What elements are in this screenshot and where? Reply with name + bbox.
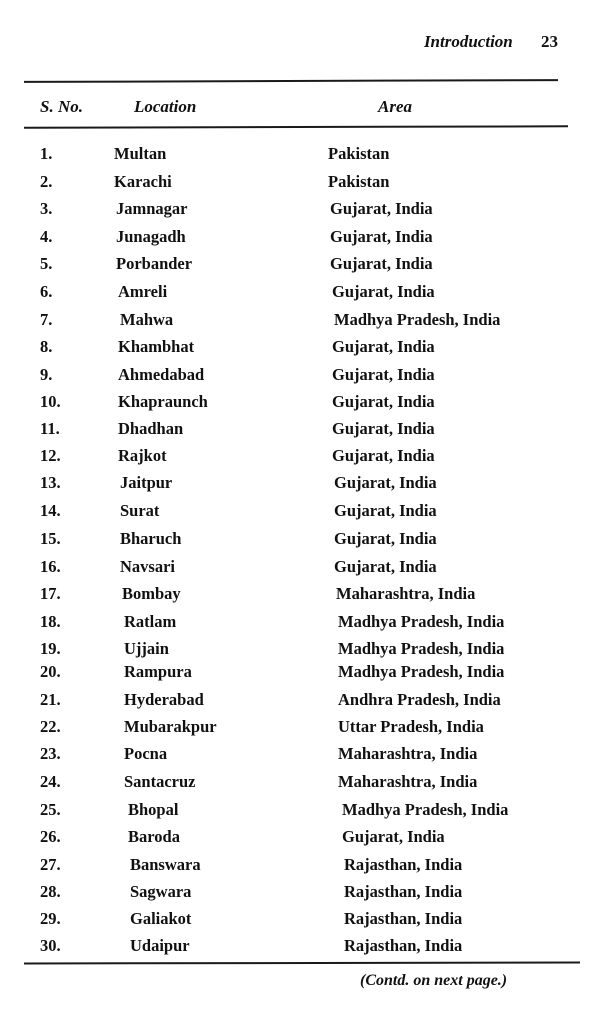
area-cell: Pakistan xyxy=(328,144,390,163)
location-cell: Navsari xyxy=(120,557,175,576)
table-row xyxy=(0,557,600,583)
area-cell: Gujarat, India xyxy=(342,827,445,846)
table-row xyxy=(0,744,600,770)
area-cell: Uttar Pradesh, India xyxy=(338,717,484,736)
location-cell: Jamnagar xyxy=(116,199,188,218)
serial-number: 30. xyxy=(40,936,61,955)
serial-number: 8. xyxy=(40,337,53,356)
location-cell: Surat xyxy=(120,501,160,520)
serial-number: 24. xyxy=(40,772,61,791)
area-cell: Gujarat, India xyxy=(334,473,437,492)
serial-number: 10. xyxy=(40,392,61,411)
location-cell: Ujjain xyxy=(124,639,169,658)
table-row xyxy=(0,772,600,798)
serial-number: 17. xyxy=(40,584,61,603)
location-cell: Khambhat xyxy=(118,337,195,356)
area-cell: Gujarat, India xyxy=(334,501,437,520)
area-cell: Maharashtra, India xyxy=(338,772,478,791)
serial-number: 1. xyxy=(40,144,53,163)
table-row xyxy=(0,827,600,853)
serial-number: 13. xyxy=(40,473,61,492)
location-cell: Udaipur xyxy=(130,936,190,955)
location-cell: Banswara xyxy=(130,855,201,874)
serial-number: 23. xyxy=(40,744,61,763)
serial-number: 27. xyxy=(40,855,61,874)
serial-number: 26. xyxy=(40,827,61,846)
serial-number: 20. xyxy=(40,662,61,681)
table-row xyxy=(0,909,600,935)
serial-number: 6. xyxy=(40,282,53,301)
location-cell: Multan xyxy=(114,144,167,163)
table-row xyxy=(0,855,600,881)
area-cell: Maharashtra, India xyxy=(338,744,478,763)
table-row xyxy=(0,529,600,555)
table-row xyxy=(0,501,600,527)
area-cell: Madhya Pradesh, India xyxy=(338,612,505,631)
area-cell: Gujarat, India xyxy=(332,337,435,356)
table-row xyxy=(0,199,600,225)
table-row xyxy=(0,227,600,253)
serial-number: 9. xyxy=(40,365,53,384)
table-row xyxy=(0,690,600,716)
table-row xyxy=(0,310,600,336)
table-row xyxy=(0,282,600,308)
table-row xyxy=(0,172,600,198)
serial-number: 29. xyxy=(40,909,61,928)
area-cell: Madhya Pradesh, India xyxy=(342,800,509,819)
area-cell: Madhya Pradesh, India xyxy=(338,639,505,658)
table-row xyxy=(0,717,600,743)
location-cell: Galiakot xyxy=(130,909,192,928)
location-cell: Ahmedabad xyxy=(118,365,205,384)
table-row xyxy=(0,419,600,445)
serial-number: 4. xyxy=(40,227,53,246)
area-cell: Pakistan xyxy=(328,172,390,191)
serial-number: 12. xyxy=(40,446,61,465)
table-row xyxy=(0,254,600,280)
serial-number: 11. xyxy=(40,419,60,438)
area-cell: Maharashtra, India xyxy=(336,584,476,603)
table-row xyxy=(0,144,600,170)
continuation-note: (Contd. on next page.) xyxy=(360,972,508,989)
location-cell: Junagadh xyxy=(116,227,186,246)
serial-number: 14. xyxy=(40,501,61,520)
table-row xyxy=(0,392,600,418)
location-cell: Porbander xyxy=(116,254,193,273)
table-row xyxy=(0,612,600,638)
area-cell: Rajasthan, India xyxy=(344,909,463,928)
location-cell: Amreli xyxy=(118,282,168,301)
table-bottom-rule xyxy=(24,962,580,965)
serial-number: 18. xyxy=(40,612,61,631)
location-cell: Pocna xyxy=(124,744,168,763)
area-cell: Madhya Pradesh, India xyxy=(338,662,505,681)
area-cell: Gujarat, India xyxy=(334,557,437,576)
column-header-location: Location xyxy=(134,97,197,116)
location-cell: Mahwa xyxy=(120,310,174,329)
serial-number: 3. xyxy=(40,199,53,218)
area-cell: Gujarat, India xyxy=(332,365,435,384)
table-row xyxy=(0,936,600,962)
serial-number: 5. xyxy=(40,254,53,273)
location-cell: Dhadhan xyxy=(118,419,184,438)
table-row xyxy=(0,473,600,499)
table-row xyxy=(0,446,600,472)
location-cell: Bombay xyxy=(122,584,181,603)
location-cell: Ratlam xyxy=(124,612,177,631)
page-number: 23 xyxy=(541,32,558,51)
table-top-rule xyxy=(24,79,558,83)
location-cell: Karachi xyxy=(114,172,172,191)
serial-number: 22. xyxy=(40,717,61,736)
running-head xyxy=(424,32,558,52)
area-cell: Rajasthan, India xyxy=(344,882,463,901)
serial-number: 19. xyxy=(40,639,61,658)
area-cell: Rajasthan, India xyxy=(344,855,463,874)
location-cell: Hyderabad xyxy=(124,690,204,709)
location-cell: Rampura xyxy=(124,662,192,681)
location-cell: Mubarakpur xyxy=(124,717,217,736)
chapter-title: Introduction xyxy=(423,32,513,51)
area-cell: Gujarat, India xyxy=(334,529,437,548)
area-cell: Gujarat, India xyxy=(332,419,435,438)
location-cell: Khapraunch xyxy=(118,392,208,411)
location-cell: Jaitpur xyxy=(120,473,173,492)
table-row xyxy=(0,800,600,826)
serial-number: 16. xyxy=(40,557,61,576)
location-cell: Bhopal xyxy=(128,800,179,819)
location-cell: Baroda xyxy=(128,827,180,846)
column-header-sno: S. No. xyxy=(40,97,83,116)
location-cell: Sagwara xyxy=(130,882,192,901)
location-cell: Santacruz xyxy=(124,772,196,791)
table-row xyxy=(0,882,600,908)
table-row xyxy=(0,337,600,363)
serial-number: 28. xyxy=(40,882,61,901)
area-cell: Madhya Pradesh, India xyxy=(334,310,501,329)
serial-number: 2. xyxy=(40,172,53,191)
area-cell: Gujarat, India xyxy=(330,199,433,218)
location-cell: Bharuch xyxy=(120,529,182,548)
area-cell: Gujarat, India xyxy=(332,282,435,301)
area-cell: Gujarat, India xyxy=(330,227,433,246)
area-cell: Rajasthan, India xyxy=(344,936,463,955)
table-row xyxy=(0,365,600,391)
table-row xyxy=(0,584,600,610)
location-cell: Rajkot xyxy=(118,446,167,465)
serial-number: 15. xyxy=(40,529,61,548)
serial-number: 25. xyxy=(40,800,61,819)
table-header-rule xyxy=(24,125,568,128)
area-cell: Gujarat, India xyxy=(332,446,435,465)
area-cell: Andhra Pradesh, India xyxy=(338,690,501,709)
serial-number: 7. xyxy=(40,310,53,329)
table-row xyxy=(0,662,600,688)
serial-number: 21. xyxy=(40,690,61,709)
area-cell: Gujarat, India xyxy=(332,392,435,411)
column-header-area: Area xyxy=(378,97,412,116)
area-cell: Gujarat, India xyxy=(330,254,433,273)
